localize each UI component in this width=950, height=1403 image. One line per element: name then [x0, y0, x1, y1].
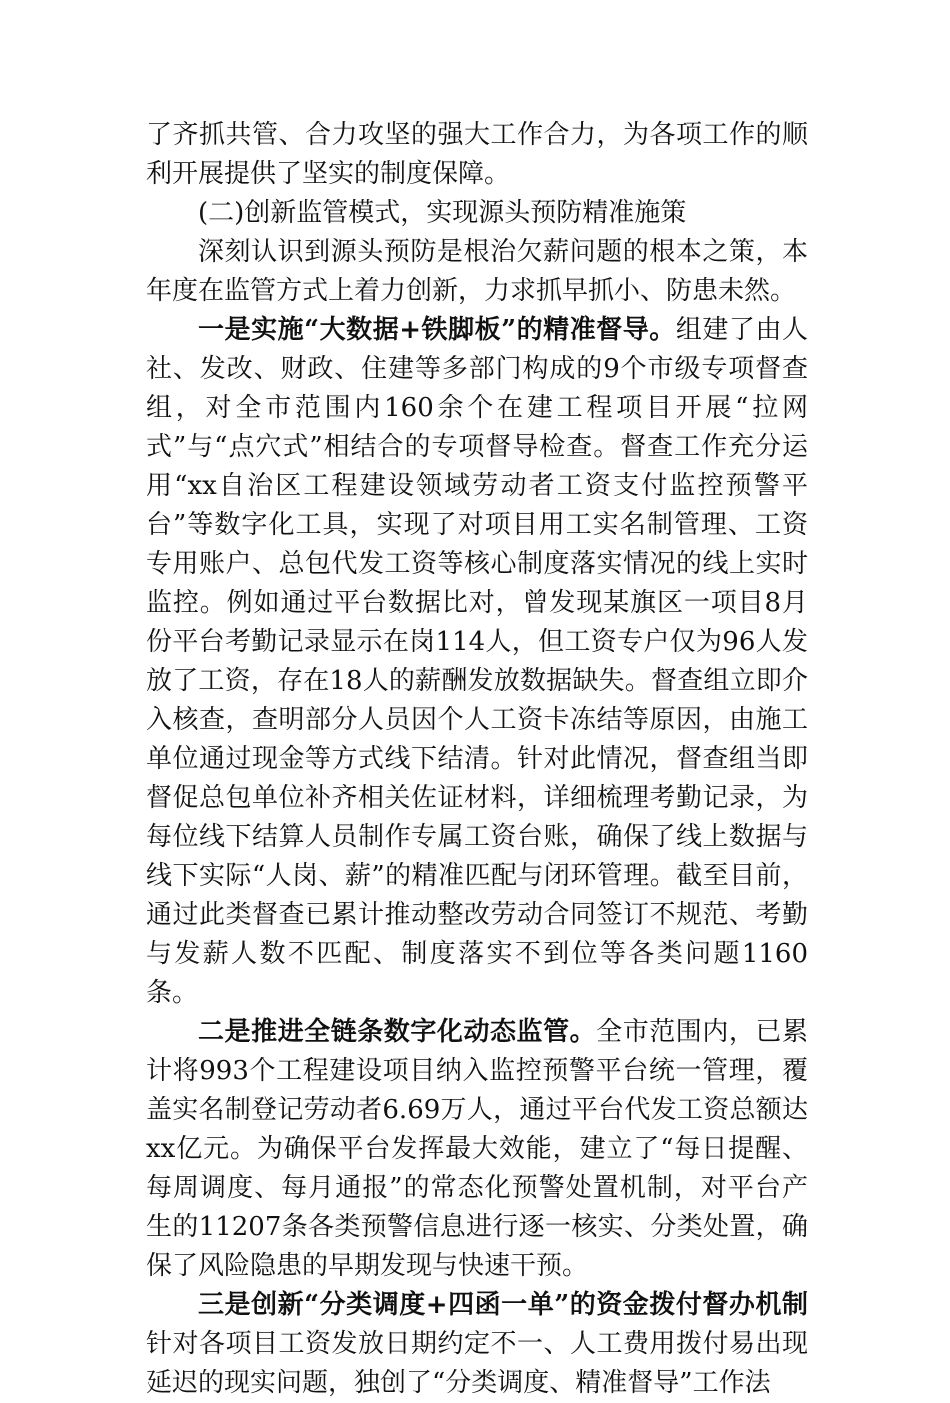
item-1-lead: 一是实施“大数据+铁脚板”的精准督导。: [198, 315, 676, 345]
paragraph-item-2: [146, 1013, 808, 1286]
section-heading: (二)创新监管模式，实现源头预防精准施策: [198, 198, 687, 228]
paragraph-item-3: [146, 1286, 808, 1403]
paragraph-item-1: [146, 311, 808, 1013]
paragraph-intro: 深刻认识到源头预防是根治欠薪问题的根本之策，本年度在监管方式上着力创新，力求抓早抓小、防患未然。: [146, 237, 808, 306]
item-3-body: 针对各项目工资发放日期约定不一、人工费用拨付易出现延迟的现实问题，独创了“分类调度、精准督导”工作法: [146, 1329, 808, 1398]
paragraph-continuation: 了齐抓共管、合力攻坚的强大工作合力，为各项工作的顺利开展提供了坚实的制度保障。: [146, 120, 808, 189]
item-1-body: 组建了由人社、发改、财政、住建等多部门构成的9个市级专项督查组，对全市范围内160余个在建工程项目开展“拉网式”与“点穴式”相结合的专项督导检查。督查工作充分运用“xx自治区工程建设领域劳动者工资支付监控预警平台”等数字化工具，实现了对项目用工实名制管理、工资专用账户、总包代发工资等核心制度落实情况的线上实时监控。例如通过平台数据比对，曾发现某旗区一项目8月份平台考勤记录显示在岗114人，但工资专户仅为96人发放了工资，存在18人的薪酬发放数据缺失。督查组立即介入核查，查明部分人员因个人工资卡冻结等原因，由施工单位通过现金等方式线下结清。针对此情况，督查组当即督促总包单位补齐相关佐证材料，详细梳理考勤记录，为每位线下结算人员制作专属工资台账，确保了线上数据与线下实际“人岗、薪”的精准匹配与闭环管理。截至目前，通过此类督查已累计推动整改劳动合同签订不规范、考勤与发薪人数不匹配、制度落实不到位等各类问题1160条。: [146, 315, 808, 1008]
item-2-body: 全市范围内，已累计将993个工程建设项目纳入监控预警平台统一管理，覆盖实名制登记劳动者6.69万人，通过平台代发工资总额达xx亿元。为确保平台发挥最大效能，建立了“每日提醒、每周调度、每月通报”的常态化预警处置机制，对平台产生的11207条各类预警信息进行逐一核实、分类处置，确保了风险隐患的早期发现与快速干预。: [146, 1017, 808, 1281]
document-body: [146, 116, 808, 1403]
item-3-lead: 三是创新“分类调度+四函一单”的资金拨付督办机制: [198, 1290, 808, 1320]
item-2-lead: 二是推进全链条数字化动态监管。: [198, 1017, 597, 1047]
